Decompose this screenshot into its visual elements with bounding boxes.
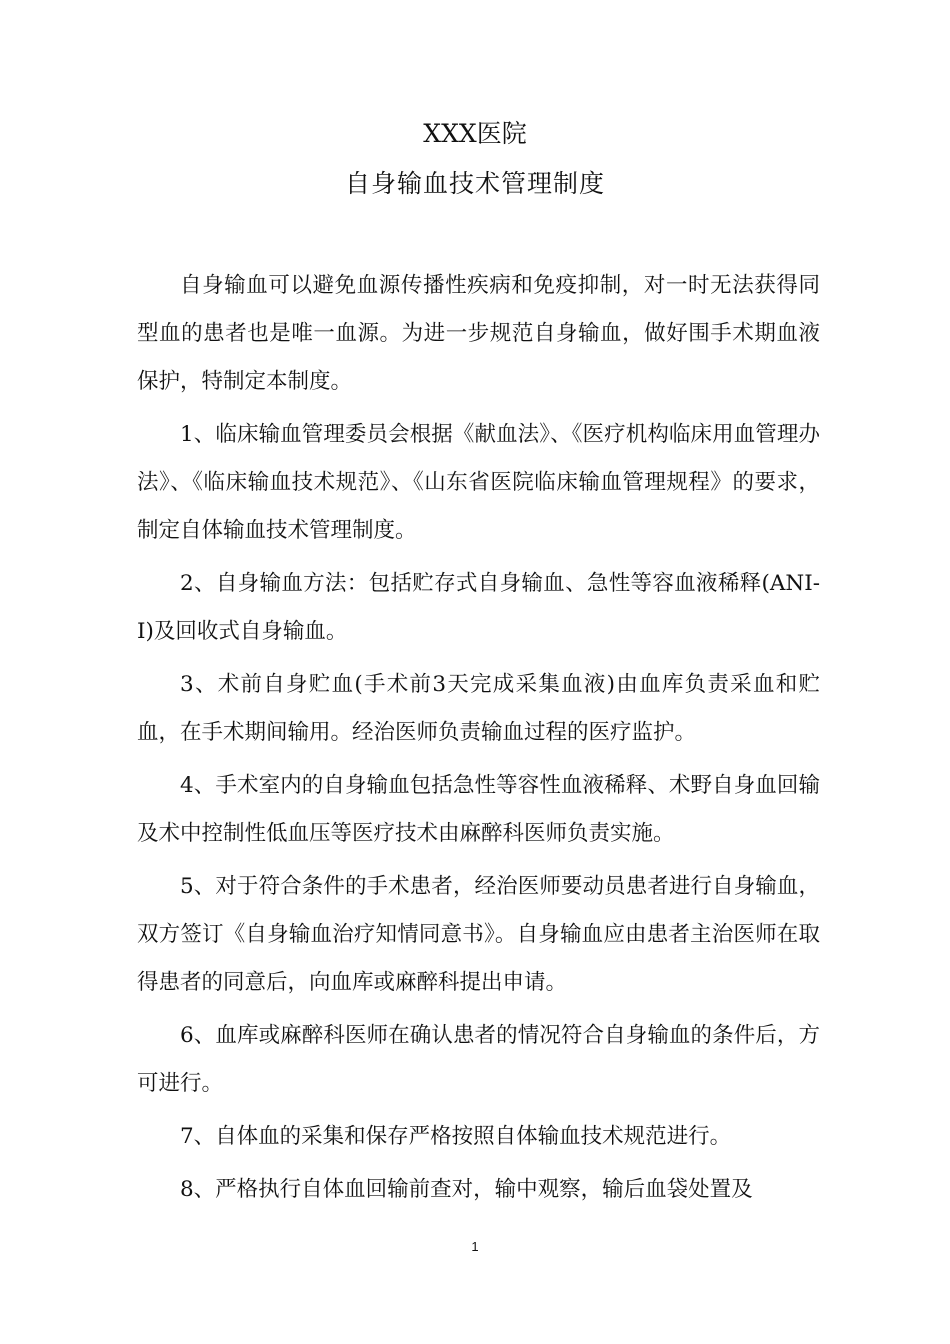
paragraph-item-2: 2、自身输血方法：包括贮存式自身输血、急性等容血液稀释(ANI-I)及回收式自身输血。: [137, 571, 820, 644]
hospital-name: XXX医院: [423, 119, 527, 148]
paragraph-item-5: 5、对于符合条件的手术患者，经治医师要动员患者进行自身输血，双方签订《自身输血治疗知情同意书》。自身输血应由患者主治医师在取得患者的同意后，向血库或麻醉科提出申请。: [137, 874, 820, 995]
title-block: [0, 112, 950, 206]
paragraph-item-8: 8、严格执行自体血回输前查对，输中观察，输后血袋处置及: [180, 1177, 753, 1202]
page-number: 1: [471, 1239, 479, 1254]
paragraph-item-3: 3、术前自身贮血(手术前3天完成采集血液)由血库负责采血和贮血，在手术期间输用。经治医师负责输血过程的医疗监护。: [137, 672, 820, 745]
paragraph-item-7: 7、自体血的采集和保存严格按照自体输血技术规范进行。: [180, 1124, 732, 1149]
paragraph-item-4: 4、手术室内的自身输血包括急性等容性血液稀释、术野自身血回输及术中控制性低血压等医疗技术由麻醉科医师负责实施。: [137, 773, 820, 846]
document-body: [137, 262, 820, 1219]
paragraph-item-6: 6、血库或麻醉科医师在确认患者的情况符合自身输血的条件后，方可进行。: [137, 1023, 820, 1096]
paragraph-intro: 自身输血可以避免血源传播性疾病和免疫抑制，对一时无法获得同型血的患者也是唯一血源。为进一步规范自身输血，做好围手术期血液保护，特制定本制度。: [137, 273, 820, 394]
document-title: 自身输血技术管理制度: [344, 169, 605, 198]
paragraph-item-1: 1、临床输血管理委员会根据《献血法》、《医疗机构临床用血管理办法》、《临床输血技术规范》、《山东省医院临床输血管理规程》的要求，制定自体输血技术管理制度。: [137, 422, 820, 543]
